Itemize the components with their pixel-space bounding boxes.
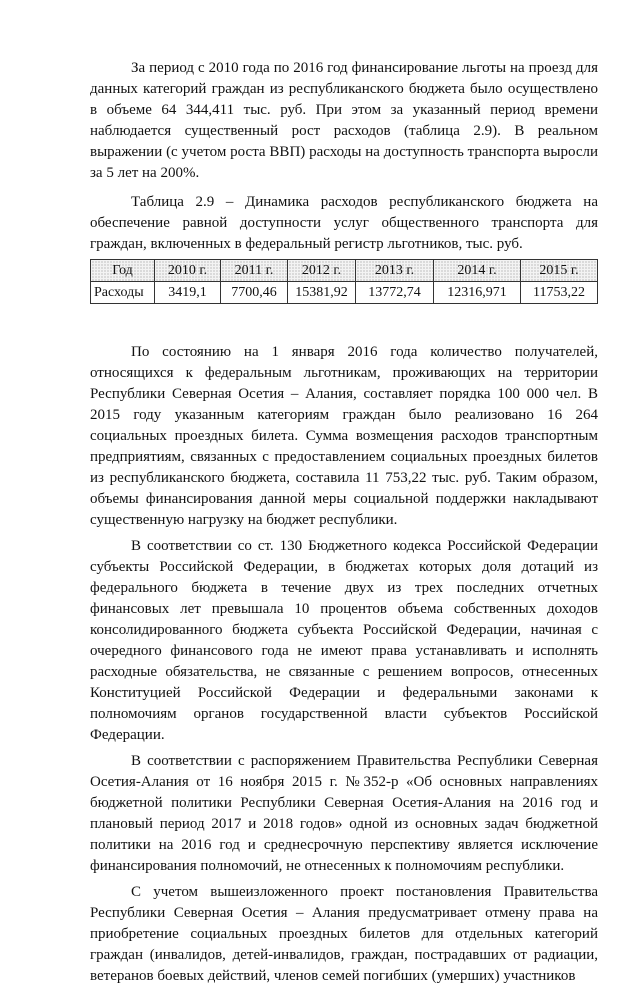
expenses-table: [90, 259, 598, 304]
value-cell-2012: 15381,92: [288, 282, 356, 304]
value-cell-2011: 7700,46: [221, 282, 288, 304]
row-label-expenses: Расходы: [91, 282, 155, 304]
header-cell-2013: 2013 г.: [356, 260, 434, 282]
table-row: [91, 282, 598, 304]
header-cell-2012: 2012 г.: [288, 260, 356, 282]
budget-code-paragraph: В соответствии со ст. 130 Бюджетного кодекса Российской Федерации субъекты Российской Федерации, в бюджетах которых доля дотаций из федерального бюджета в течение двух из трех последних отчетных финансовых лет превышала 10 процентов объема собственных доходов консолидированного бюджета субъекта Российской Федерации, начиная с очередного финансового года не имеют права устанавливать и исполнять расходные обязательства, не связанные с решением вопросов, отнесенных Конституцией Российской Федерации и федеральными законами к полномочиям органов государственной власти субъектов Российской Федерации.: [90, 538, 598, 743]
table-header-row: [91, 260, 598, 282]
value-cell-2010: 3419,1: [155, 282, 221, 304]
section-spacer: [90, 304, 598, 342]
value-cell-2014: 12316,971: [434, 282, 521, 304]
government-order-paragraph: В соответствии с распоряжением Правительства Республики Северная Осетия-Алания от 16 ноября 2015 г. №352-р «Об основных направлениях бюджетной политики Республики Северная Осетия-Алания на 2016 год и плановый период 2017 и 2018 годов» одной из основных задач бюджетной политики на 2016 год и среднесрочную перспективу является исключение финансирования полномочий, не отнесенных к полномочиям республики.: [90, 753, 598, 874]
header-cell-2011: 2011 г.: [221, 260, 288, 282]
recipients-paragraph: По состоянию на 1 января 2016 года количество получателей, относящихся к федеральным льготникам, проживающих на территории Республики Северная Осетия – Алания, составляет порядка 100 000 чел. В 2015 году указанным категориям граждан было реализовано 16 264 социальных проездных билета. Сумма возмещения расходов транспортным предприятиям, связанных с предоставлением социальных проездных билетов из республиканского бюджета, составила 11 753,22 тыс. руб. Таким образом, объемы финансирования данной меры социальной поддержки накладывают существенную нагрузку на бюджет республики.: [90, 344, 598, 528]
header-cell-2014: 2014 г.: [434, 260, 521, 282]
header-cell-2010: 2010 г.: [155, 260, 221, 282]
table-caption: Таблица 2.9 – Динамика расходов республиканского бюджета на обеспечение равной доступности услуг общественного транспорта для граждан, включенных в федеральный регистр льготников, тыс. руб.: [90, 194, 598, 252]
value-cell-2015: 11753,22: [521, 282, 598, 304]
resolution-project-paragraph: С учетом вышеизложенного проект постановления Правительства Республики Северная Осетия – Алания предусматривает отмену права на приобретение социальных проездных билетов для отдельных категорий граждан (инвалидов, детей-инвалидов, граждан, пострадавших от радиации, ветеранов боевых действий, членов семей погибших (умерших) участников: [90, 884, 598, 984]
value-cell-2013: 13772,74: [356, 282, 434, 304]
header-cell-2015: 2015 г.: [521, 260, 598, 282]
intro-paragraph: За период с 2010 года по 2016 год финансирование льготы на проезд для данных категорий граждан из республиканского бюджета было осуществлено в объеме 64 344,411 тыс. руб. При этом за указанный период времени наблюдается существенный рост расходов (таблица 2.9). В реальном выражении (с учетом роста ВВП) расходы на доступность транспорта выросли за 5 лет на 200%.: [90, 60, 598, 181]
header-cell-year: Год: [91, 260, 155, 282]
